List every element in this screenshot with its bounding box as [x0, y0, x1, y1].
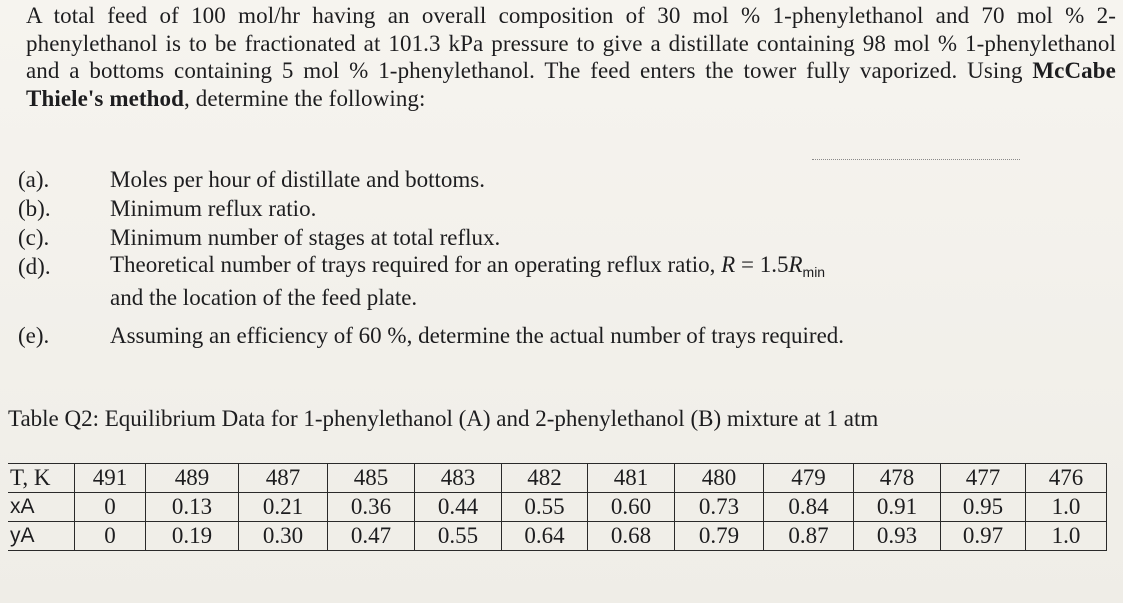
table-cell: 476 — [1026, 464, 1107, 493]
table-cell: 0.30 — [239, 522, 328, 551]
table-cell: 485 — [328, 464, 415, 493]
table-cell: 483 — [415, 464, 502, 493]
table-cell: 0.36 — [328, 493, 415, 522]
part-label: (a). — [18, 167, 50, 192]
table-cell: 0 — [75, 522, 146, 551]
table-cell: 0 — [75, 493, 146, 522]
table-cell: 0.68 — [588, 522, 675, 551]
table-cell: 482 — [502, 464, 588, 493]
equilibrium-data-table — [8, 463, 1107, 551]
table-row — [8, 522, 1107, 551]
table-cell: 0.44 — [415, 493, 502, 522]
part-label: (b). — [18, 196, 51, 221]
table-cell: 0.97 — [941, 522, 1026, 551]
table-cell: 0.21 — [239, 493, 328, 522]
table-cell: 0.84 — [764, 493, 854, 522]
part-text: Minimum number of stages at total reflux. — [110, 225, 501, 250]
problem-statement — [26, 2, 1116, 112]
table-caption: Table Q2: Equilibrium Data for 1-phenylethanol (A) and 2-phenylethanol (B) mixture at 1 atm — [8, 406, 879, 431]
table-row — [8, 493, 1107, 522]
table-cell: 0.47 — [328, 522, 415, 551]
part-text: Assuming an efficiency of 60 %, determine the actual number of trays required. — [110, 323, 845, 348]
table-cell: 487 — [239, 464, 328, 493]
row-header: yA — [8, 522, 75, 551]
part-label: (d). — [18, 254, 51, 279]
table-cell: 480 — [675, 464, 764, 493]
table-cell: 1.0 — [1026, 493, 1107, 522]
table-cell: 0.60 — [588, 493, 675, 522]
table-cell: 481 — [588, 464, 675, 493]
row-header: T, K — [8, 464, 75, 493]
table-cell: 1.0 — [1026, 522, 1107, 551]
table-cell: 0.95 — [941, 493, 1026, 522]
table-cell: 479 — [764, 464, 854, 493]
part-label: (c). — [18, 225, 50, 250]
question-parts — [16, 165, 1116, 350]
part-a — [16, 165, 1116, 194]
problem-intro: A total feed of 100 mol/hr having an overall composition of 30 mol % 1-phenylethanol and 70 mol % 2-phenylethanol is to be fractionated at 101.3 kPa pressure to give a distillate containing 98 mol % 1-phenylethanol and a bottoms containing 5 mol % 1-phenylethanol. The feed enters the tower fully vaporized. Using — [26, 3, 1116, 83]
table-cell: 478 — [854, 464, 941, 493]
part-text: Minimum reflux ratio. — [110, 196, 317, 221]
table-cell: 0.73 — [675, 493, 764, 522]
row-header: xA — [8, 493, 75, 522]
reflux-equals: = 1.5 — [735, 252, 789, 277]
table-cell: 0.64 — [502, 522, 588, 551]
method-name: McCabe Thiele's method — [26, 58, 1116, 111]
table-cell: 0.91 — [854, 493, 941, 522]
part-text: Moles per hour of distillate and bottoms. — [110, 167, 485, 192]
table-cell: 491 — [75, 464, 146, 493]
table-cell: 489 — [146, 464, 239, 493]
table-cell: 0.55 — [502, 493, 588, 522]
reflux-symbol: R — [721, 252, 736, 277]
reflux-min-subscript: min — [802, 264, 826, 280]
part-d-text-line2: and the location of the feed plate. — [110, 285, 418, 310]
part-d-text: Theoretical number of trays required for an operating reflux ratio, — [110, 252, 722, 277]
table-cell: 0.93 — [854, 522, 941, 551]
part-d — [16, 252, 1116, 311]
part-c — [16, 223, 1116, 252]
reflux-min-symbol: R — [788, 252, 803, 277]
part-e — [16, 321, 1116, 350]
table-row — [8, 464, 1107, 493]
dotted-line — [812, 159, 1020, 160]
table-cell: 0.55 — [415, 522, 502, 551]
table-cell: 0.13 — [146, 493, 239, 522]
part-label: (e). — [18, 323, 50, 348]
part-b — [16, 194, 1116, 223]
table-cell: 0.79 — [675, 522, 764, 551]
table-cell: 0.87 — [764, 522, 854, 551]
part-text — [110, 252, 1116, 311]
table-cell: 0.19 — [146, 522, 239, 551]
problem-intro-end: , determine the following: — [184, 85, 426, 111]
table-cell: 477 — [941, 464, 1026, 493]
